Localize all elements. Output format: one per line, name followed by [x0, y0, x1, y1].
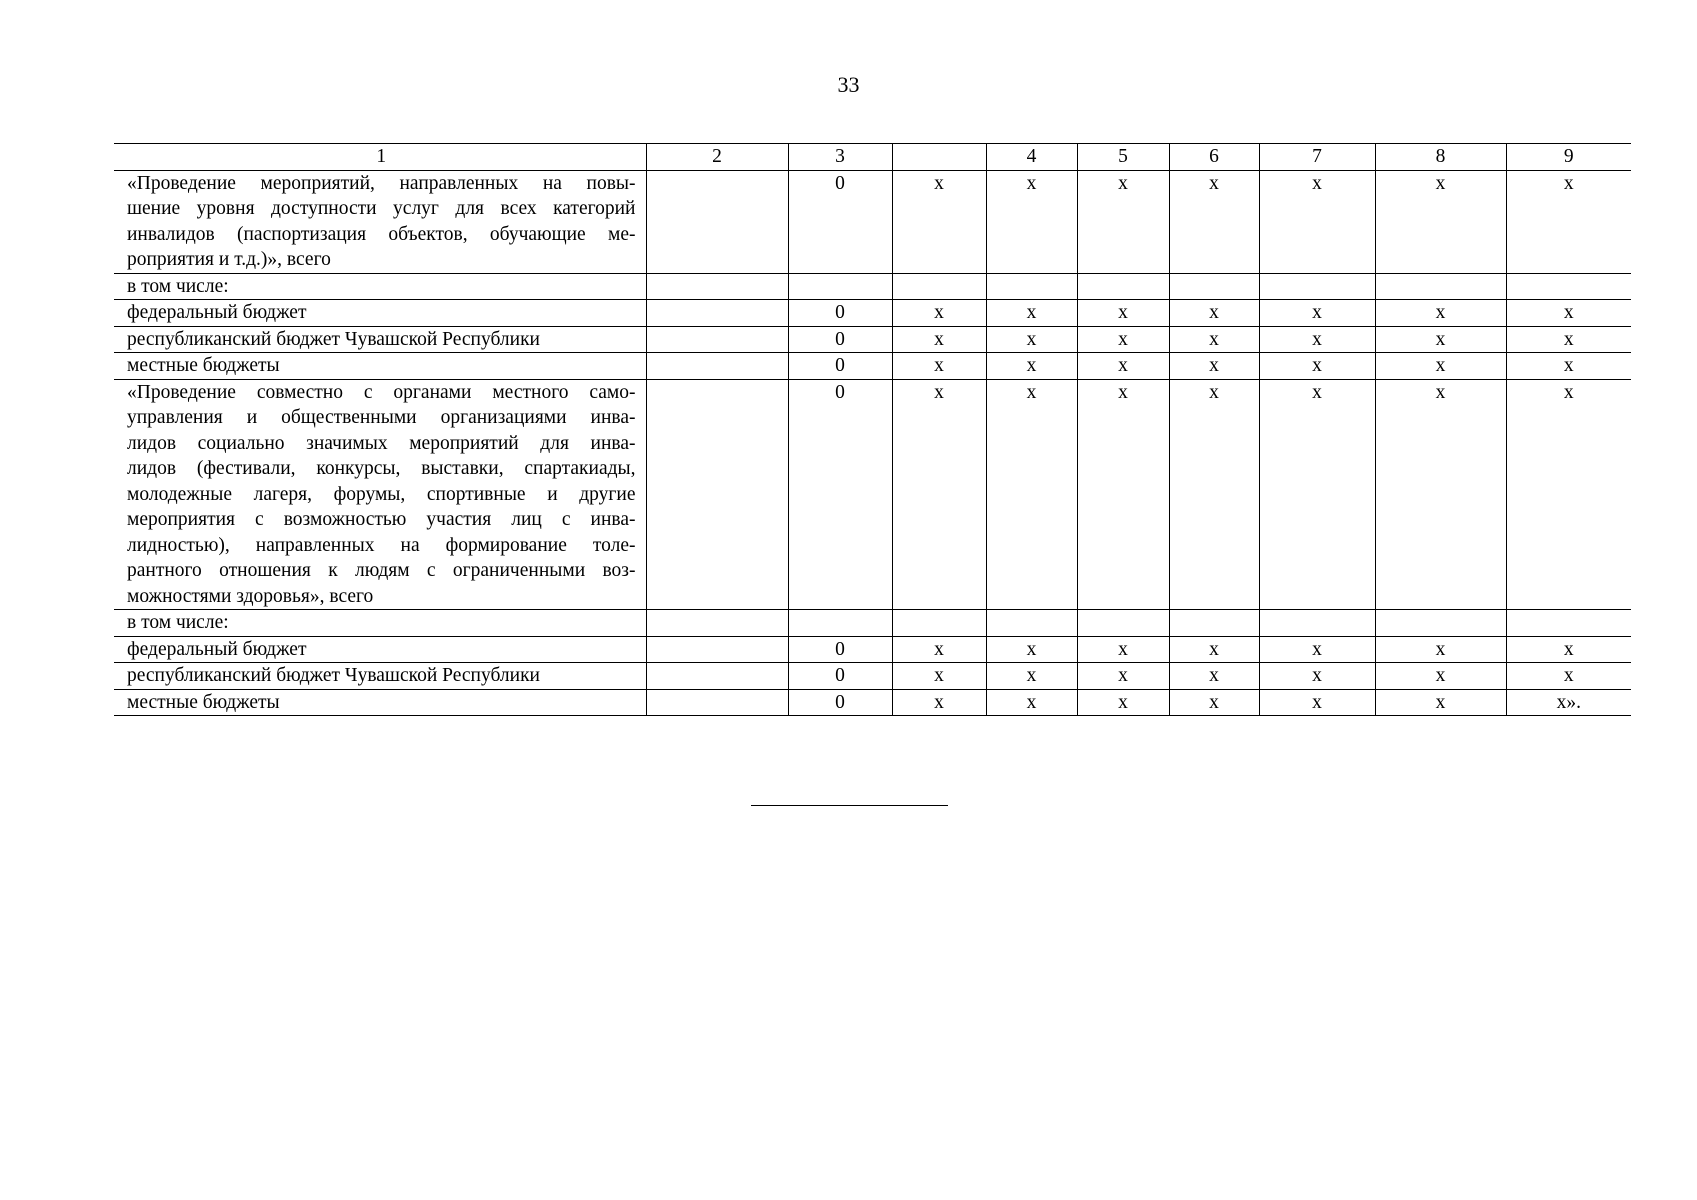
table-cell: x [1375, 353, 1506, 380]
table-row [114, 273, 1631, 300]
row-description [114, 326, 646, 353]
description-line: роприятия и т.д.)», всего [127, 249, 331, 270]
row-description [114, 170, 646, 273]
header-row [114, 144, 1631, 171]
table-cell: 0 [788, 379, 892, 610]
table-cell: x [986, 689, 1077, 716]
table-row [114, 689, 1631, 716]
table-cell [646, 610, 788, 637]
description-line: шение уровня доступности услуг для всех категорий [127, 198, 636, 219]
table-cell: x [1506, 300, 1631, 327]
table-cell: x [1259, 379, 1375, 610]
table-row [114, 636, 1631, 663]
table-row [114, 353, 1631, 380]
table-cell: x [892, 300, 986, 327]
table-cell: x [1259, 170, 1375, 273]
page-number: 33 [837, 72, 860, 97]
description-line: «Проведение мероприятий, направленных на повы- [127, 172, 636, 194]
table-cell: x [1077, 300, 1169, 327]
table-cell: x [1506, 326, 1631, 353]
table-cell [986, 273, 1077, 300]
table-cell: x [1259, 689, 1375, 716]
table-cell: x [892, 663, 986, 690]
table-cell [646, 353, 788, 380]
description-line: республиканский бюджет Чувашской Республики [127, 665, 540, 686]
table-cell: x [1169, 379, 1259, 610]
table-cell: x [986, 353, 1077, 380]
table-cell: x [1506, 663, 1631, 690]
row-description [114, 379, 646, 610]
table-cell: x [1169, 353, 1259, 380]
table-cell: x [1077, 353, 1169, 380]
table-cell: x [1375, 663, 1506, 690]
description-line: молодежные лагеря, форумы, спортивные и другие [127, 483, 636, 505]
table-cell: x [1169, 300, 1259, 327]
table-cell [646, 379, 788, 610]
description-line: в том числе: [127, 275, 229, 297]
table-cell: x [892, 689, 986, 716]
table-cell [1169, 610, 1259, 637]
header-cell: 1 [114, 144, 646, 171]
description-line: лидностью), направленных на формирование толе- [127, 534, 636, 556]
description-line: местные бюджеты [127, 355, 280, 376]
row-description [114, 353, 646, 380]
table-cell: x [1259, 326, 1375, 353]
table-cell: x [1259, 353, 1375, 380]
table-cell [986, 610, 1077, 637]
table-cell [646, 689, 788, 716]
description-line: рантного отношения к людям с ограниченными воз- [127, 560, 636, 581]
table-row [114, 300, 1631, 327]
description-line: федеральный бюджет [127, 638, 307, 660]
header-cell: 7 [1259, 144, 1375, 171]
table-cell [788, 610, 892, 637]
row-description [114, 300, 646, 327]
table-cell [646, 663, 788, 690]
header-cell: 9 [1506, 144, 1631, 171]
table-cell: x [986, 300, 1077, 327]
table-cell: x [1259, 300, 1375, 327]
table-cell [646, 326, 788, 353]
table-cell [892, 273, 986, 300]
table-cell: 0 [788, 326, 892, 353]
table-cell: x [1077, 379, 1169, 610]
table-cell: 0 [788, 663, 892, 690]
table-cell: x [1077, 170, 1169, 273]
table-cell [646, 636, 788, 663]
table-cell: x [1375, 300, 1506, 327]
table-cell: x [1506, 170, 1631, 273]
header-cell: 4 [986, 144, 1077, 171]
table-cell [646, 300, 788, 327]
table-cell: x [892, 636, 986, 663]
table-cell: 0 [788, 636, 892, 663]
table-cell [1077, 610, 1169, 637]
row-description [114, 663, 646, 690]
description-line: республиканский бюджет Чувашской Республики [127, 328, 540, 350]
header-cell: 8 [1375, 144, 1506, 171]
table-cell: x [986, 379, 1077, 610]
table-cell: x [1169, 170, 1259, 273]
table-row [114, 379, 1631, 610]
table-cell: 0 [788, 353, 892, 380]
table-cell: x [1506, 379, 1631, 610]
table-cell: x [986, 326, 1077, 353]
row-description [114, 689, 646, 716]
footer-divider [751, 805, 948, 806]
header-cell [892, 144, 986, 171]
description-line: можностями здоровья», всего [127, 585, 374, 607]
table-cell [1259, 273, 1375, 300]
table-cell [788, 273, 892, 300]
table-cell: x [892, 326, 986, 353]
row-description [114, 273, 646, 300]
table-cell [646, 170, 788, 273]
table-cell: x [1375, 636, 1506, 663]
row-description [114, 610, 646, 637]
table-cell: x [1169, 636, 1259, 663]
table-cell [1375, 610, 1506, 637]
table-cell: x». [1506, 689, 1631, 716]
table-cell: x [986, 663, 1077, 690]
table-cell: x [1077, 636, 1169, 663]
table-cell: 0 [788, 170, 892, 273]
description-line: в том числе: [127, 612, 229, 633]
table-cell: x [1259, 636, 1375, 663]
header-cell: 3 [788, 144, 892, 171]
table-cell: x [892, 170, 986, 273]
description-line: лидов (фестивали, конкурсы, выставки, спартакиады, [127, 458, 636, 479]
description-line: управления и общественными организациями инва- [127, 407, 636, 428]
table-cell [1259, 610, 1375, 637]
table-cell [1077, 273, 1169, 300]
row-description [114, 636, 646, 663]
table-cell: x [892, 353, 986, 380]
table-cell: x [1375, 326, 1506, 353]
table-cell: x [1506, 353, 1631, 380]
table-cell [646, 273, 788, 300]
table-cell [1169, 273, 1259, 300]
description-line: местные бюджеты [127, 691, 280, 713]
table-cell [892, 610, 986, 637]
table-cell: x [892, 379, 986, 610]
table-cell: x [986, 636, 1077, 663]
table-cell: 0 [788, 689, 892, 716]
table-row [114, 170, 1631, 273]
table-cell [1375, 273, 1506, 300]
table-row [114, 663, 1631, 690]
table-cell: x [1169, 689, 1259, 716]
description-line: лидов социально значимых мероприятий для инва- [127, 432, 636, 454]
description-line: «Проведение совместно с органами местного само- [127, 381, 636, 403]
header-cell: 5 [1077, 144, 1169, 171]
table-cell: x [1506, 636, 1631, 663]
table-cell: x [1375, 170, 1506, 273]
table-cell: x [1077, 663, 1169, 690]
table-cell [1506, 610, 1631, 637]
table-cell: x [1259, 663, 1375, 690]
table-cell: x [986, 170, 1077, 273]
table-cell: x [1169, 326, 1259, 353]
description-line: федеральный бюджет [127, 302, 307, 323]
table-row [114, 326, 1631, 353]
table-cell: x [1375, 689, 1506, 716]
budget-table [114, 143, 1631, 716]
table-cell: x [1375, 379, 1506, 610]
table-cell: x [1077, 689, 1169, 716]
table-cell: 0 [788, 300, 892, 327]
table-cell: x [1077, 326, 1169, 353]
table-row [114, 610, 1631, 637]
description-line: инвалидов (паспортизация объектов, обучающие ме- [127, 223, 636, 245]
table-cell [1506, 273, 1631, 300]
header-cell: 2 [646, 144, 788, 171]
description-line: мероприятия с возможностью участия лиц с инва- [127, 509, 636, 530]
header-cell: 6 [1169, 144, 1259, 171]
table-cell: x [1169, 663, 1259, 690]
